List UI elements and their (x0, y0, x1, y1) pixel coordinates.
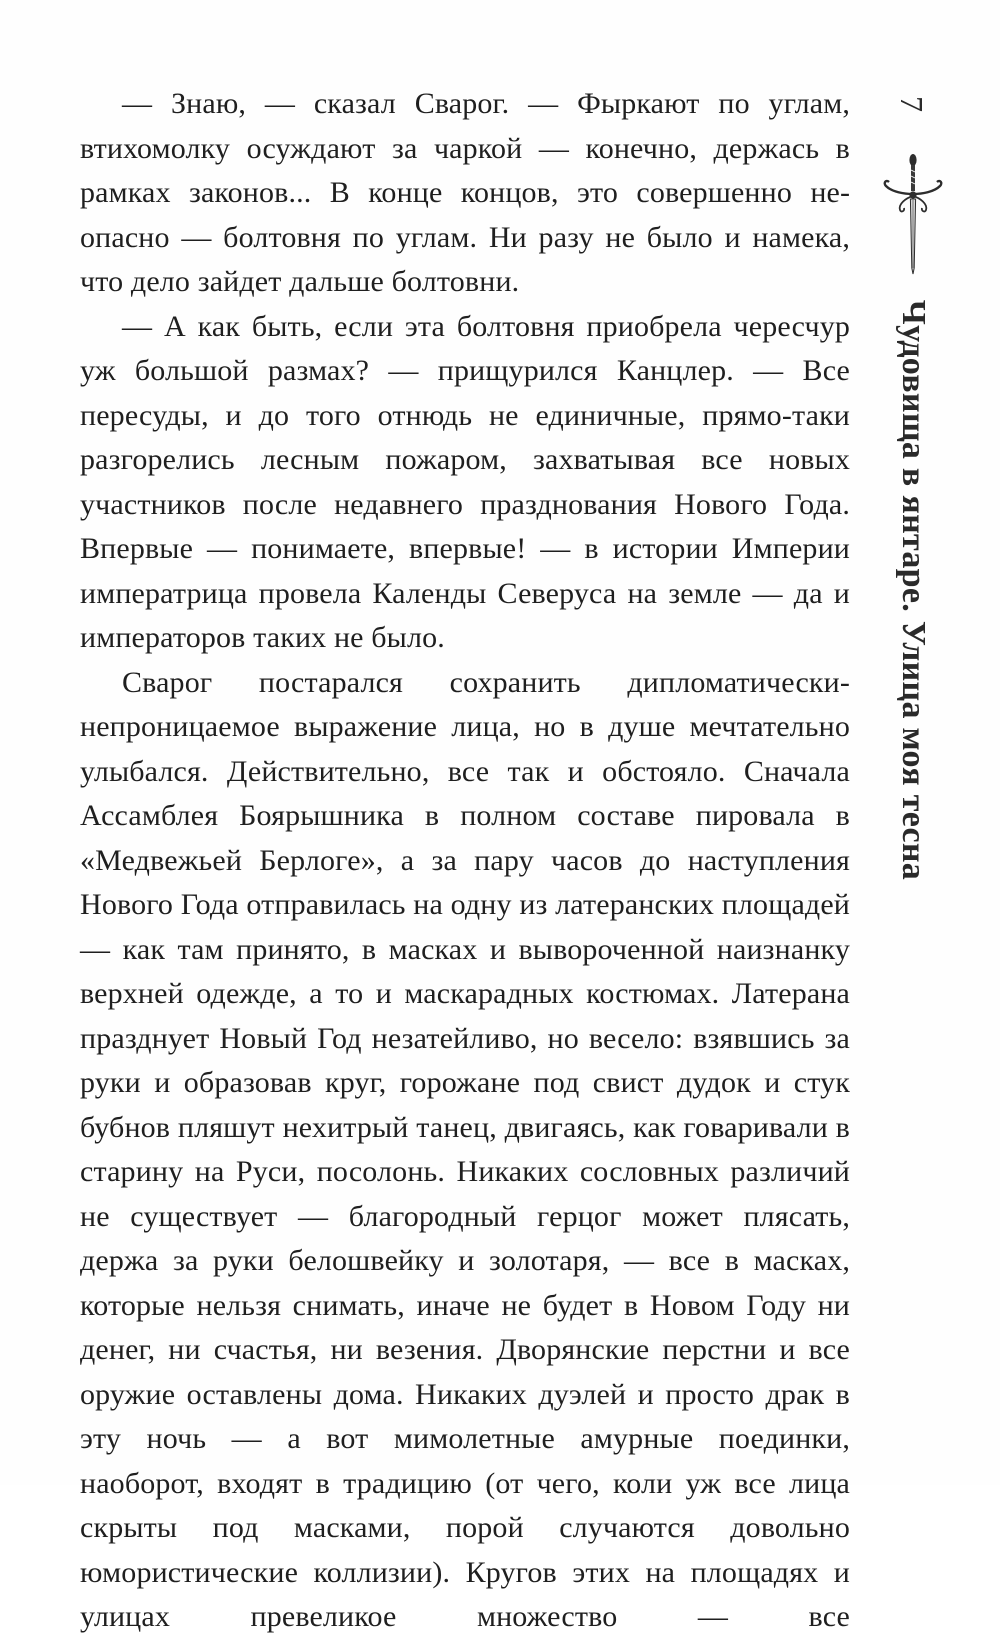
paragraph: — А как быть, если эта болтовня приобрела чересчур уж большой размах? — прищурился Канцлер. — Все пересуды, и до того отнюдь не единичные, прямо-таки разгорелись лесным пожаром, захватывая все новых участников после недавнего празднования Нового Года. Впервые — понимаете, впервые! — в истории Империи императрица провела Календы Северуса на земле — да и императоров таких не было. (80, 309, 850, 654)
page-number: 7 (894, 96, 931, 112)
paragraph: Сварог постарался сохранить дипломатически-непроницаемое выражение лица, но в душе мечтательно улыбался. Действительно, все так и обстояло. Сначала Ассамблея Боярышника в полном составе пировала в «Медвежьей Берлоге», а за пару часов до наступления Нового Года отправилась на одну из латеранских площадей — как там принято, в масках и вывороченной наизнанку верхней одежде, а то и маскарадных костюмах. Латерана празднует Новый Год незатейливо, но весело: взявшись за руки и образовав круг, горожане под свист дудок и стук бубнов пляшут нехитрый танец, двигаясь, как говаривали в старину на Руси, посолонь. Никаких сословных различий не существует — благородный герцог может плясать, держа за руки белошвейку и золотаря, — все в масках, которые нельзя снимать, иначе не будет в Новом Году ни денег, ни счастья, ни везения. Дворянские перстни и все оружие оставлены дома. Никаких дуэлей и просто драк в эту ночь — а вот мимолетные амурные поединки, наоборот, входят в традицию (от чего, коли уж все лица скрыты под масками, порой случаются довольно юмористические коллизии). Кругов этих на площадях и улицах превеликое множество — все (80, 665, 850, 1633)
sword-icon (878, 150, 948, 275)
body-text (80, 82, 850, 1640)
running-head-title: Чудовища в янтаре. Улица моя тесна (895, 299, 932, 881)
running-head (868, 270, 958, 910)
paragraph: — Знаю, — сказал Сварог. — Фыркают по углам, втихомолку осуждают за чаркой — конечно, держась в рамках законов... В конце концов, это совершенно неопасно — болтовня по углам. Ни разу не было и намека, что дело зайдет дальше болтовни. (80, 87, 850, 298)
